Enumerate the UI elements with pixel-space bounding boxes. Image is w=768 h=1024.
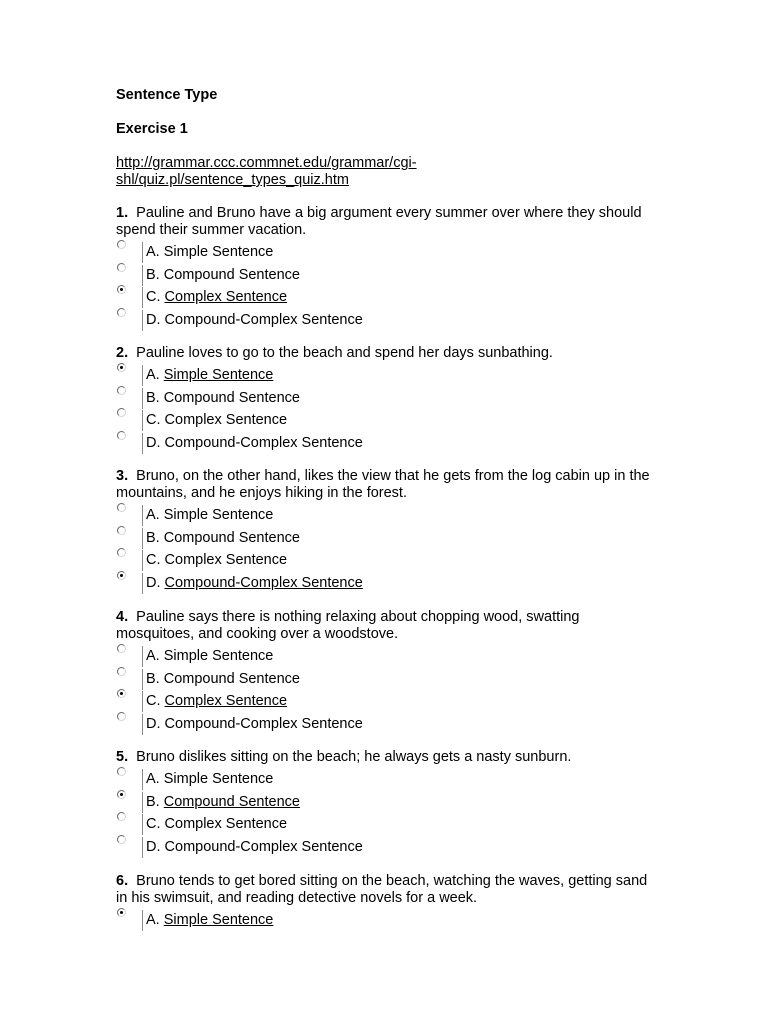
option-letter: A.	[146, 648, 160, 664]
option-label[interactable]	[146, 771, 273, 788]
option-letter: B.	[146, 529, 160, 546]
answer-option-a[interactable]	[116, 507, 656, 530]
radio-unselected-icon[interactable]	[117, 548, 126, 557]
option-label[interactable]	[146, 435, 363, 452]
radio-unselected-icon[interactable]	[117, 644, 126, 653]
option-divider	[142, 242, 143, 263]
option-label[interactable]	[146, 671, 300, 688]
question-1	[116, 205, 656, 334]
radio-unselected-icon[interactable]	[117, 667, 126, 676]
radio-selected-icon[interactable]	[117, 689, 126, 698]
option-text: Complex Sentence	[164, 552, 288, 568]
radio-dot-icon	[120, 911, 123, 914]
radio-unselected-icon[interactable]	[117, 408, 126, 417]
answer-option-c[interactable]	[116, 552, 656, 575]
answer-option-c[interactable]	[116, 289, 656, 312]
option-label[interactable]	[146, 794, 300, 811]
radio-unselected-icon[interactable]	[117, 767, 126, 776]
radio-unselected-icon[interactable]	[117, 526, 126, 535]
radio-unselected-icon[interactable]	[117, 240, 126, 249]
option-divider	[142, 910, 143, 931]
option-label[interactable]	[146, 312, 363, 329]
question-number: 2.	[116, 345, 129, 361]
radio-unselected-icon[interactable]	[117, 835, 126, 844]
question-body: Pauline loves to go to the beach and spend her days sunbathing.	[136, 345, 553, 361]
option-divider	[142, 669, 143, 690]
answer-option-d[interactable]	[116, 575, 656, 598]
option-letter: C.	[146, 552, 161, 568]
source-url-link[interactable]	[116, 155, 417, 189]
option-letter: D.	[146, 574, 161, 591]
option-label[interactable]	[146, 390, 300, 407]
answer-option-c[interactable]	[116, 693, 656, 716]
radio-dot-icon	[120, 366, 123, 369]
source-url-line-1[interactable]: http://grammar.ccc.commnet.edu/grammar/cgi-	[116, 155, 417, 171]
answer-option-a[interactable]	[116, 648, 656, 671]
option-text: Simple Sentence	[163, 648, 274, 664]
radio-unselected-icon[interactable]	[117, 431, 126, 440]
radio-selected-icon[interactable]	[117, 363, 126, 372]
radio-dot-icon	[120, 692, 123, 695]
question-number: 6.	[116, 873, 129, 889]
option-divider	[142, 814, 143, 835]
option-text: Compound-Complex Sentence	[164, 574, 363, 591]
question-text	[116, 468, 656, 502]
option-letter: C.	[146, 693, 161, 709]
option-divider	[142, 691, 143, 712]
radio-dot-icon	[120, 288, 123, 291]
radio-selected-icon[interactable]	[117, 285, 126, 294]
option-divider	[142, 769, 143, 790]
radio-unselected-icon[interactable]	[117, 712, 126, 721]
option-text: Complex Sentence	[164, 412, 288, 428]
question-4	[116, 609, 656, 738]
option-divider	[142, 310, 143, 331]
answer-option-b[interactable]	[116, 794, 656, 817]
option-text: Complex Sentence	[164, 693, 288, 709]
option-divider	[142, 388, 143, 409]
option-letter: D.	[146, 838, 161, 855]
radio-selected-icon[interactable]	[117, 571, 126, 580]
exercise-heading: Exercise 1	[116, 121, 188, 137]
option-text: Compound Sentence	[163, 670, 300, 687]
option-divider	[142, 410, 143, 431]
answer-option-b[interactable]	[116, 267, 656, 290]
option-label[interactable]	[146, 575, 363, 592]
answer-option-d[interactable]	[116, 312, 656, 335]
answer-option-c[interactable]	[116, 412, 656, 435]
option-divider	[142, 505, 143, 526]
option-letter: D.	[146, 434, 161, 451]
question-text	[116, 749, 656, 766]
option-text: Simple Sentence	[163, 507, 274, 523]
option-text: Compound Sentence	[163, 793, 300, 810]
option-letter: A.	[146, 367, 160, 383]
source-url-line-2[interactable]: shl/quiz.pl/sentence_types_quiz.htm	[116, 172, 349, 188]
answer-option-a[interactable]	[116, 771, 656, 794]
option-text: Compound Sentence	[163, 266, 300, 283]
option-letter: B.	[146, 793, 160, 810]
option-letter: B.	[146, 670, 160, 687]
option-label[interactable]	[146, 839, 363, 856]
answer-option-b[interactable]	[116, 530, 656, 553]
question-body: Bruno tends to get bored sitting on the beach, watching the waves, getting sand in his swimsuit, and reading detective novels for a week.	[116, 873, 648, 906]
option-label[interactable]	[146, 507, 273, 524]
option-divider	[142, 573, 143, 594]
question-text	[116, 609, 656, 643]
radio-unselected-icon[interactable]	[117, 263, 126, 272]
option-label[interactable]	[146, 289, 287, 306]
question-body: Pauline and Bruno have a big argument every summer over where they should spend their summer vacation.	[116, 205, 642, 238]
option-letter: D.	[146, 715, 161, 732]
option-label[interactable]	[146, 816, 287, 833]
option-text: Complex Sentence	[164, 816, 288, 832]
option-letter: A.	[146, 244, 160, 260]
option-letter: B.	[146, 266, 160, 283]
answer-option-b[interactable]	[116, 390, 656, 413]
option-divider	[142, 433, 143, 454]
option-text: Compound-Complex Sentence	[164, 311, 363, 328]
option-label[interactable]	[146, 648, 273, 665]
option-letter: B.	[146, 389, 160, 406]
document-title: Sentence Type	[116, 87, 218, 103]
option-text: Compound-Complex Sentence	[164, 715, 363, 732]
option-letter: A.	[146, 771, 160, 787]
option-label[interactable]	[146, 530, 300, 547]
option-divider	[142, 550, 143, 571]
answer-option-d[interactable]	[116, 716, 656, 739]
question-5	[116, 749, 656, 861]
answer-option-b[interactable]	[116, 671, 656, 694]
option-divider	[142, 792, 143, 813]
question-2	[116, 345, 656, 457]
question-text	[116, 345, 656, 362]
radio-dot-icon	[120, 793, 123, 796]
question-text	[116, 205, 656, 239]
radio-selected-icon[interactable]	[117, 790, 126, 799]
option-letter: C.	[146, 412, 161, 428]
option-text: Compound-Complex Sentence	[164, 838, 363, 855]
option-divider	[142, 365, 143, 386]
option-text: Compound Sentence	[163, 529, 300, 546]
question-number: 3.	[116, 468, 129, 484]
question-3	[116, 468, 656, 597]
option-label[interactable]	[146, 267, 300, 284]
answer-option-d[interactable]	[116, 435, 656, 458]
option-divider	[142, 528, 143, 549]
option-divider	[142, 837, 143, 858]
radio-selected-icon[interactable]	[117, 908, 126, 917]
option-divider	[142, 265, 143, 286]
option-letter: C.	[146, 289, 161, 305]
answer-option-d[interactable]	[116, 839, 656, 862]
option-text: Simple Sentence	[163, 912, 274, 928]
answer-option-c[interactable]	[116, 816, 656, 839]
option-text: Simple Sentence	[163, 771, 274, 787]
option-label[interactable]	[146, 412, 287, 429]
radio-unselected-icon[interactable]	[117, 503, 126, 512]
option-divider	[142, 714, 143, 735]
radio-unselected-icon[interactable]	[117, 812, 126, 821]
question-body: Bruno dislikes sitting on the beach; he always gets a nasty sunburn.	[136, 749, 572, 765]
option-letter: D.	[146, 311, 161, 328]
option-label[interactable]	[146, 693, 287, 710]
question-text	[116, 873, 656, 907]
question-body: Pauline says there is nothing relaxing about chopping wood, swatting mosquitoes, and cooking over a woodstove.	[116, 609, 580, 642]
answer-option-a[interactable]	[116, 912, 656, 935]
answer-option-a[interactable]	[116, 367, 656, 390]
option-text: Simple Sentence	[163, 367, 274, 383]
question-6	[116, 873, 656, 935]
option-text: Simple Sentence	[163, 244, 274, 260]
option-text: Compound Sentence	[163, 389, 300, 406]
answer-option-a[interactable]	[116, 244, 656, 267]
option-label[interactable]	[146, 912, 273, 929]
option-divider	[142, 287, 143, 308]
option-text: Complex Sentence	[164, 289, 288, 305]
option-label[interactable]	[146, 244, 273, 261]
option-letter: A.	[146, 912, 160, 928]
radio-unselected-icon[interactable]	[117, 308, 126, 317]
question-number: 5.	[116, 749, 129, 765]
option-text: Compound-Complex Sentence	[164, 434, 363, 451]
question-body: Bruno, on the other hand, likes the view that he gets from the log cabin up in the mountains, and he enjoys hiking in the forest.	[116, 468, 650, 501]
radio-dot-icon	[120, 574, 123, 577]
question-number: 4.	[116, 609, 129, 625]
option-label[interactable]	[146, 367, 273, 384]
question-number: 1.	[116, 205, 129, 221]
option-letter: C.	[146, 816, 161, 832]
radio-unselected-icon[interactable]	[117, 386, 126, 395]
option-label[interactable]	[146, 716, 363, 733]
option-label[interactable]	[146, 552, 287, 569]
option-divider	[142, 646, 143, 667]
option-letter: A.	[146, 507, 160, 523]
